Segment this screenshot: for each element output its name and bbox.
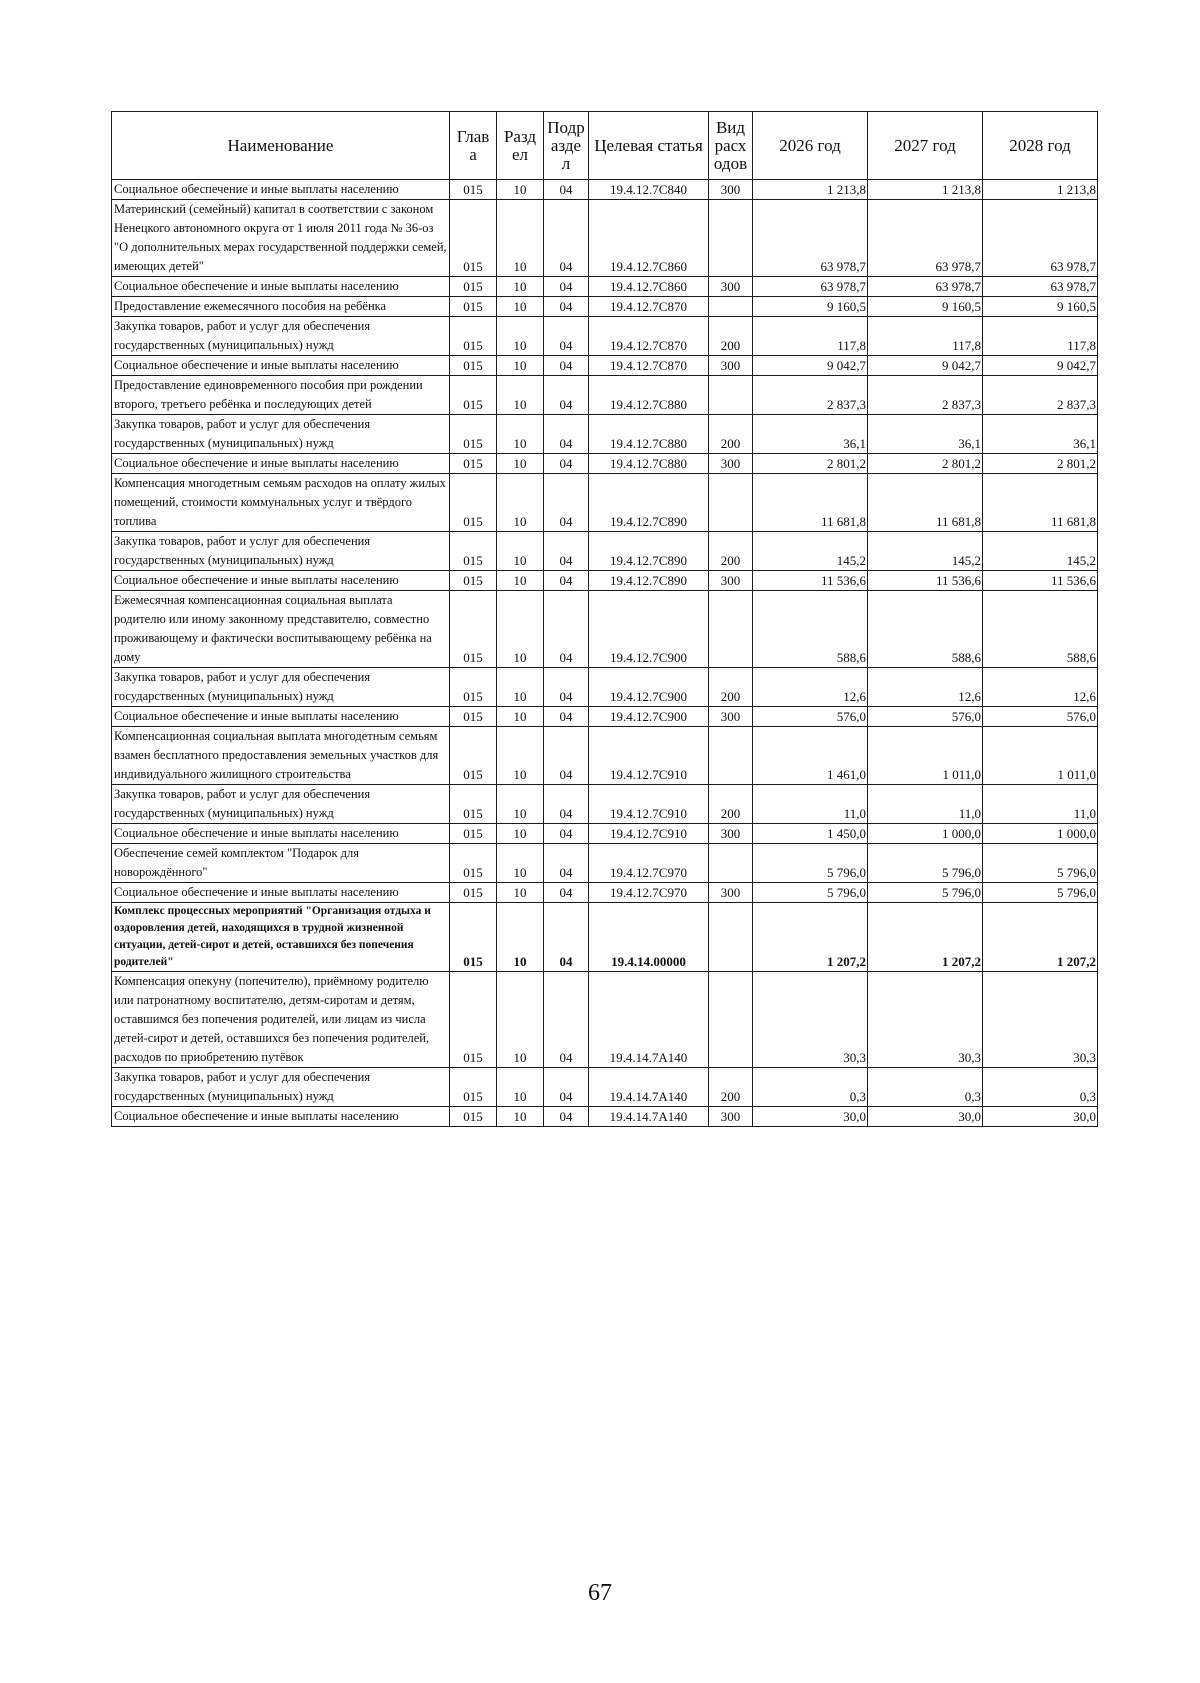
cell-2026: 2 837,3 bbox=[753, 376, 868, 415]
cell-celevaya: 19.4.12.7С880 bbox=[589, 376, 709, 415]
cell-vid: 200 bbox=[709, 532, 753, 571]
cell-name: Обеспечение семей комплектом "Подарок для новорождённого" bbox=[112, 844, 450, 883]
cell-podrazdel: 04 bbox=[544, 474, 589, 532]
cell-podrazdel: 04 bbox=[544, 883, 589, 903]
cell-podrazdel: 04 bbox=[544, 591, 589, 668]
cell-glava: 015 bbox=[450, 824, 497, 844]
cell-razdel: 10 bbox=[497, 707, 544, 727]
cell-glava: 015 bbox=[450, 454, 497, 474]
cell-celevaya: 19.4.14.7А140 bbox=[589, 972, 709, 1068]
cell-glava: 015 bbox=[450, 668, 497, 707]
cell-2026: 30,3 bbox=[753, 972, 868, 1068]
cell-2027: 2 801,2 bbox=[868, 454, 983, 474]
cell-celevaya: 19.4.12.7С890 bbox=[589, 532, 709, 571]
cell-2026: 1 461,0 bbox=[753, 727, 868, 785]
cell-glava: 015 bbox=[450, 972, 497, 1068]
cell-2028: 36,1 bbox=[983, 415, 1098, 454]
cell-vid: 300 bbox=[709, 180, 753, 200]
cell-vid bbox=[709, 591, 753, 668]
cell-razdel: 10 bbox=[497, 571, 544, 591]
table-row bbox=[112, 180, 1098, 200]
cell-2028: 11 536,6 bbox=[983, 571, 1098, 591]
cell-razdel: 10 bbox=[497, 727, 544, 785]
cell-podrazdel: 04 bbox=[544, 415, 589, 454]
cell-2026: 5 796,0 bbox=[753, 883, 868, 903]
cell-podrazdel: 04 bbox=[544, 277, 589, 297]
cell-2027: 63 978,7 bbox=[868, 200, 983, 277]
cell-2027: 36,1 bbox=[868, 415, 983, 454]
budget-table bbox=[111, 111, 1098, 1127]
cell-vid bbox=[709, 844, 753, 883]
cell-glava: 015 bbox=[450, 883, 497, 903]
cell-razdel: 10 bbox=[497, 532, 544, 571]
table-row bbox=[112, 668, 1098, 707]
cell-2026: 11 681,8 bbox=[753, 474, 868, 532]
cell-2026: 30,0 bbox=[753, 1107, 868, 1127]
cell-2027: 12,6 bbox=[868, 668, 983, 707]
cell-razdel: 10 bbox=[497, 356, 544, 376]
cell-celevaya: 19.4.12.7С890 bbox=[589, 474, 709, 532]
cell-celevaya: 19.4.12.7С900 bbox=[589, 668, 709, 707]
cell-razdel: 10 bbox=[497, 474, 544, 532]
cell-razdel: 10 bbox=[497, 844, 544, 883]
table-row bbox=[112, 317, 1098, 356]
cell-vid: 200 bbox=[709, 415, 753, 454]
cell-podrazdel: 04 bbox=[544, 454, 589, 474]
cell-2027: 63 978,7 bbox=[868, 277, 983, 297]
table-row bbox=[112, 883, 1098, 903]
cell-name: Социальное обеспечение и иные выплаты населению bbox=[112, 180, 450, 200]
cell-name: Ежемесячная компенсационная социальная выплата родителю или иному законному представителю, совместно проживающему и фактически воспитывающему ребёнка на дому bbox=[112, 591, 450, 668]
cell-razdel: 10 bbox=[497, 200, 544, 277]
cell-glava: 015 bbox=[450, 376, 497, 415]
cell-razdel: 10 bbox=[497, 454, 544, 474]
cell-2028: 0,3 bbox=[983, 1068, 1098, 1107]
cell-celevaya: 19.4.12.7С860 bbox=[589, 277, 709, 297]
cell-name: Социальное обеспечение и иные выплаты населению bbox=[112, 356, 450, 376]
cell-2028: 9 160,5 bbox=[983, 297, 1098, 317]
header-row bbox=[112, 112, 1098, 180]
cell-razdel: 10 bbox=[497, 1068, 544, 1107]
table-row bbox=[112, 277, 1098, 297]
table-row bbox=[112, 591, 1098, 668]
cell-celevaya: 19.4.12.7С840 bbox=[589, 180, 709, 200]
cell-podrazdel: 04 bbox=[544, 844, 589, 883]
cell-celevaya: 19.4.12.7С970 bbox=[589, 844, 709, 883]
table-row bbox=[112, 454, 1098, 474]
cell-vid: 300 bbox=[709, 454, 753, 474]
cell-name: Социальное обеспечение и иные выплаты населению bbox=[112, 883, 450, 903]
cell-razdel: 10 bbox=[497, 903, 544, 972]
table-row bbox=[112, 707, 1098, 727]
cell-razdel: 10 bbox=[497, 972, 544, 1068]
cell-vid: 300 bbox=[709, 571, 753, 591]
cell-razdel: 10 bbox=[497, 376, 544, 415]
cell-name: Закупка товаров, работ и услуг для обеспечения государственных (муниципальных) нужд bbox=[112, 415, 450, 454]
cell-glava: 015 bbox=[450, 356, 497, 376]
cell-2028: 2 837,3 bbox=[983, 376, 1098, 415]
cell-name: Комплекс процессных мероприятий "Организация отдыха и оздоровления детей, находящихся в трудной жизненной ситуации, детей-сирот и детей, оставшихся без попечения родителей" bbox=[112, 903, 450, 972]
page-number: 67 bbox=[588, 1580, 612, 1606]
cell-glava: 015 bbox=[450, 415, 497, 454]
cell-podrazdel: 04 bbox=[544, 532, 589, 571]
cell-name: Материнский (семейный) капитал в соответствии с законом Ненецкого автономного округа от 1 июля 2011 года № 36-оз "О дополнительных мерах государственной поддержки семей, имеющих детей" bbox=[112, 200, 450, 277]
cell-celevaya: 19.4.12.7С900 bbox=[589, 591, 709, 668]
cell-vid bbox=[709, 297, 753, 317]
cell-vid bbox=[709, 474, 753, 532]
cell-2028: 63 978,7 bbox=[983, 277, 1098, 297]
cell-glava: 015 bbox=[450, 532, 497, 571]
table-row bbox=[112, 972, 1098, 1068]
cell-name: Социальное обеспечение и иные выплаты населению bbox=[112, 824, 450, 844]
cell-2028: 2 801,2 bbox=[983, 454, 1098, 474]
table-row bbox=[112, 532, 1098, 571]
cell-celevaya: 19.4.14.7А140 bbox=[589, 1068, 709, 1107]
cell-celevaya: 19.4.12.7С970 bbox=[589, 883, 709, 903]
cell-name: Предоставление ежемесячного пособия на ребёнка bbox=[112, 297, 450, 317]
cell-glava: 015 bbox=[450, 474, 497, 532]
cell-2027: 588,6 bbox=[868, 591, 983, 668]
cell-glava: 015 bbox=[450, 317, 497, 356]
cell-2026: 11 536,6 bbox=[753, 571, 868, 591]
header-2027: 2027 год bbox=[868, 112, 983, 180]
cell-2028: 1 207,2 bbox=[983, 903, 1098, 972]
cell-celevaya: 19.4.12.7С860 bbox=[589, 200, 709, 277]
table-row bbox=[112, 297, 1098, 317]
table-row bbox=[112, 356, 1098, 376]
cell-name: Компенсационная социальная выплата многодетным семьям взамен бесплатного предоставления земельных участков для индивидуального жилищного строительства bbox=[112, 727, 450, 785]
cell-podrazdel: 04 bbox=[544, 972, 589, 1068]
cell-2026: 588,6 bbox=[753, 591, 868, 668]
cell-2028: 1 011,0 bbox=[983, 727, 1098, 785]
cell-razdel: 10 bbox=[497, 180, 544, 200]
cell-name: Социальное обеспечение и иные выплаты населению bbox=[112, 571, 450, 591]
cell-2027: 1 213,8 bbox=[868, 180, 983, 200]
cell-name: Закупка товаров, работ и услуг для обеспечения государственных (муниципальных) нужд bbox=[112, 785, 450, 824]
cell-2026: 576,0 bbox=[753, 707, 868, 727]
cell-2026: 1 450,0 bbox=[753, 824, 868, 844]
cell-celevaya: 19.4.12.7С870 bbox=[589, 356, 709, 376]
cell-2028: 576,0 bbox=[983, 707, 1098, 727]
cell-celevaya: 19.4.12.7С910 bbox=[589, 824, 709, 844]
cell-podrazdel: 04 bbox=[544, 200, 589, 277]
cell-glava: 015 bbox=[450, 297, 497, 317]
cell-razdel: 10 bbox=[497, 824, 544, 844]
table-row bbox=[112, 376, 1098, 415]
cell-name: Социальное обеспечение и иные выплаты населению bbox=[112, 1107, 450, 1127]
cell-vid: 300 bbox=[709, 883, 753, 903]
cell-2027: 9 042,7 bbox=[868, 356, 983, 376]
cell-glava: 015 bbox=[450, 200, 497, 277]
cell-2026: 1 207,2 bbox=[753, 903, 868, 972]
header-podrazdel: Подр азде л bbox=[544, 112, 589, 180]
table-row bbox=[112, 844, 1098, 883]
cell-2026: 9 160,5 bbox=[753, 297, 868, 317]
cell-2028: 30,0 bbox=[983, 1107, 1098, 1127]
cell-celevaya: 19.4.12.7С870 bbox=[589, 317, 709, 356]
table-row bbox=[112, 1068, 1098, 1107]
cell-glava: 015 bbox=[450, 785, 497, 824]
cell-razdel: 10 bbox=[497, 883, 544, 903]
cell-podrazdel: 04 bbox=[544, 668, 589, 707]
cell-2027: 1 207,2 bbox=[868, 903, 983, 972]
cell-podrazdel: 04 bbox=[544, 727, 589, 785]
cell-name: Закупка товаров, работ и услуг для обеспечения государственных (муниципальных) нужд bbox=[112, 317, 450, 356]
cell-razdel: 10 bbox=[497, 297, 544, 317]
cell-2026: 12,6 bbox=[753, 668, 868, 707]
table-row bbox=[112, 1107, 1098, 1127]
cell-razdel: 10 bbox=[497, 1107, 544, 1127]
cell-2028: 12,6 bbox=[983, 668, 1098, 707]
cell-podrazdel: 04 bbox=[544, 1068, 589, 1107]
cell-name: Социальное обеспечение и иные выплаты населению bbox=[112, 454, 450, 474]
cell-2026: 11,0 bbox=[753, 785, 868, 824]
cell-glava: 015 bbox=[450, 903, 497, 972]
cell-2027: 145,2 bbox=[868, 532, 983, 571]
cell-name: Социальное обеспечение и иные выплаты населению bbox=[112, 277, 450, 297]
cell-2026: 63 978,7 bbox=[753, 277, 868, 297]
cell-2028: 11 681,8 bbox=[983, 474, 1098, 532]
cell-podrazdel: 04 bbox=[544, 785, 589, 824]
cell-2028: 1 000,0 bbox=[983, 824, 1098, 844]
cell-celevaya: 19.4.14.00000 bbox=[589, 903, 709, 972]
table-row bbox=[112, 474, 1098, 532]
cell-2028: 145,2 bbox=[983, 532, 1098, 571]
cell-2028: 5 796,0 bbox=[983, 844, 1098, 883]
cell-2027: 117,8 bbox=[868, 317, 983, 356]
header-vid: Вид расх одов bbox=[709, 112, 753, 180]
cell-razdel: 10 bbox=[497, 668, 544, 707]
cell-podrazdel: 04 bbox=[544, 180, 589, 200]
header-name: Наименование bbox=[112, 112, 450, 180]
cell-name: Компенсация многодетным семьям расходов на оплату жилых помещений, стоимости коммунальных услуг и твёрдого топлива bbox=[112, 474, 450, 532]
cell-vid: 300 bbox=[709, 277, 753, 297]
cell-podrazdel: 04 bbox=[544, 356, 589, 376]
cell-2026: 117,8 bbox=[753, 317, 868, 356]
cell-vid bbox=[709, 727, 753, 785]
cell-vid: 300 bbox=[709, 824, 753, 844]
cell-vid bbox=[709, 903, 753, 972]
cell-vid: 300 bbox=[709, 356, 753, 376]
cell-vid: 200 bbox=[709, 668, 753, 707]
cell-2026: 0,3 bbox=[753, 1068, 868, 1107]
cell-celevaya: 19.4.12.7С880 bbox=[589, 454, 709, 474]
cell-celevaya: 19.4.12.7С910 bbox=[589, 727, 709, 785]
cell-celevaya: 19.4.14.7А140 bbox=[589, 1107, 709, 1127]
cell-celevaya: 19.4.12.7С890 bbox=[589, 571, 709, 591]
cell-podrazdel: 04 bbox=[544, 1107, 589, 1127]
cell-2026: 2 801,2 bbox=[753, 454, 868, 474]
cell-2027: 5 796,0 bbox=[868, 844, 983, 883]
cell-2027: 2 837,3 bbox=[868, 376, 983, 415]
cell-glava: 015 bbox=[450, 707, 497, 727]
cell-2026: 36,1 bbox=[753, 415, 868, 454]
cell-2028: 5 796,0 bbox=[983, 883, 1098, 903]
cell-glava: 015 bbox=[450, 591, 497, 668]
cell-razdel: 10 bbox=[497, 415, 544, 454]
cell-2027: 30,3 bbox=[868, 972, 983, 1068]
cell-glava: 015 bbox=[450, 180, 497, 200]
cell-vid: 200 bbox=[709, 785, 753, 824]
cell-2028: 1 213,8 bbox=[983, 180, 1098, 200]
cell-podrazdel: 04 bbox=[544, 571, 589, 591]
cell-podrazdel: 04 bbox=[544, 317, 589, 356]
cell-2027: 30,0 bbox=[868, 1107, 983, 1127]
cell-vid bbox=[709, 376, 753, 415]
cell-celevaya: 19.4.12.7С870 bbox=[589, 297, 709, 317]
header-2026: 2026 год bbox=[753, 112, 868, 180]
cell-2026: 9 042,7 bbox=[753, 356, 868, 376]
cell-glava: 015 bbox=[450, 571, 497, 591]
cell-2027: 11 536,6 bbox=[868, 571, 983, 591]
table-row bbox=[112, 903, 1098, 972]
cell-celevaya: 19.4.12.7С880 bbox=[589, 415, 709, 454]
table-row bbox=[112, 785, 1098, 824]
cell-name: Предоставление единовременного пособия при рождении второго, третьего ребёнка и последующих детей bbox=[112, 376, 450, 415]
cell-2027: 11 681,8 bbox=[868, 474, 983, 532]
header-glava: Глав а bbox=[450, 112, 497, 180]
table-header bbox=[112, 112, 1098, 180]
cell-name: Закупка товаров, работ и услуг для обеспечения государственных (муниципальных) нужд bbox=[112, 668, 450, 707]
cell-2028: 588,6 bbox=[983, 591, 1098, 668]
cell-2027: 1 011,0 bbox=[868, 727, 983, 785]
header-2028: 2028 год bbox=[983, 112, 1098, 180]
cell-razdel: 10 bbox=[497, 785, 544, 824]
cell-vid bbox=[709, 972, 753, 1068]
cell-glava: 015 bbox=[450, 277, 497, 297]
table-row bbox=[112, 571, 1098, 591]
cell-glava: 015 bbox=[450, 1107, 497, 1127]
table-row bbox=[112, 200, 1098, 277]
cell-podrazdel: 04 bbox=[544, 903, 589, 972]
cell-name: Компенсация опекуну (попечителю), приёмному родителю или патронатному воспитателю, детям-сиротам и детям, оставшимся без попечения родителей, или лицам из числа детей-сирот и детей, оставшихся без попечения родителей, расходов по приобретению путёвок bbox=[112, 972, 450, 1068]
table-body bbox=[112, 180, 1098, 1127]
cell-vid: 300 bbox=[709, 1107, 753, 1127]
header-razdel: Разд ел bbox=[497, 112, 544, 180]
cell-vid bbox=[709, 200, 753, 277]
cell-2028: 30,3 bbox=[983, 972, 1098, 1068]
cell-2027: 9 160,5 bbox=[868, 297, 983, 317]
cell-vid: 200 bbox=[709, 1068, 753, 1107]
cell-celevaya: 19.4.12.7С910 bbox=[589, 785, 709, 824]
cell-2027: 11,0 bbox=[868, 785, 983, 824]
cell-podrazdel: 04 bbox=[544, 297, 589, 317]
cell-podrazdel: 04 bbox=[544, 824, 589, 844]
cell-podrazdel: 04 bbox=[544, 376, 589, 415]
cell-vid: 200 bbox=[709, 317, 753, 356]
cell-2026: 5 796,0 bbox=[753, 844, 868, 883]
cell-name: Закупка товаров, работ и услуг для обеспечения государственных (муниципальных) нужд bbox=[112, 1068, 450, 1107]
table-row bbox=[112, 727, 1098, 785]
cell-glava: 015 bbox=[450, 727, 497, 785]
cell-2026: 63 978,7 bbox=[753, 200, 868, 277]
cell-name: Закупка товаров, работ и услуг для обеспечения государственных (муниципальных) нужд bbox=[112, 532, 450, 571]
cell-2028: 117,8 bbox=[983, 317, 1098, 356]
cell-razdel: 10 bbox=[497, 277, 544, 297]
cell-2027: 5 796,0 bbox=[868, 883, 983, 903]
cell-2027: 576,0 bbox=[868, 707, 983, 727]
cell-podrazdel: 04 bbox=[544, 707, 589, 727]
cell-razdel: 10 bbox=[497, 317, 544, 356]
cell-2028: 11,0 bbox=[983, 785, 1098, 824]
cell-2027: 1 000,0 bbox=[868, 824, 983, 844]
cell-2027: 0,3 bbox=[868, 1068, 983, 1107]
header-celevaya: Целевая статья bbox=[589, 112, 709, 180]
cell-vid: 300 bbox=[709, 707, 753, 727]
cell-razdel: 10 bbox=[497, 591, 544, 668]
cell-2028: 9 042,7 bbox=[983, 356, 1098, 376]
cell-2028: 63 978,7 bbox=[983, 200, 1098, 277]
cell-celevaya: 19.4.12.7С900 bbox=[589, 707, 709, 727]
cell-glava: 015 bbox=[450, 844, 497, 883]
cell-name: Социальное обеспечение и иные выплаты населению bbox=[112, 707, 450, 727]
cell-2026: 1 213,8 bbox=[753, 180, 868, 200]
cell-2026: 145,2 bbox=[753, 532, 868, 571]
table-row bbox=[112, 824, 1098, 844]
cell-glava: 015 bbox=[450, 1068, 497, 1107]
table-row bbox=[112, 415, 1098, 454]
